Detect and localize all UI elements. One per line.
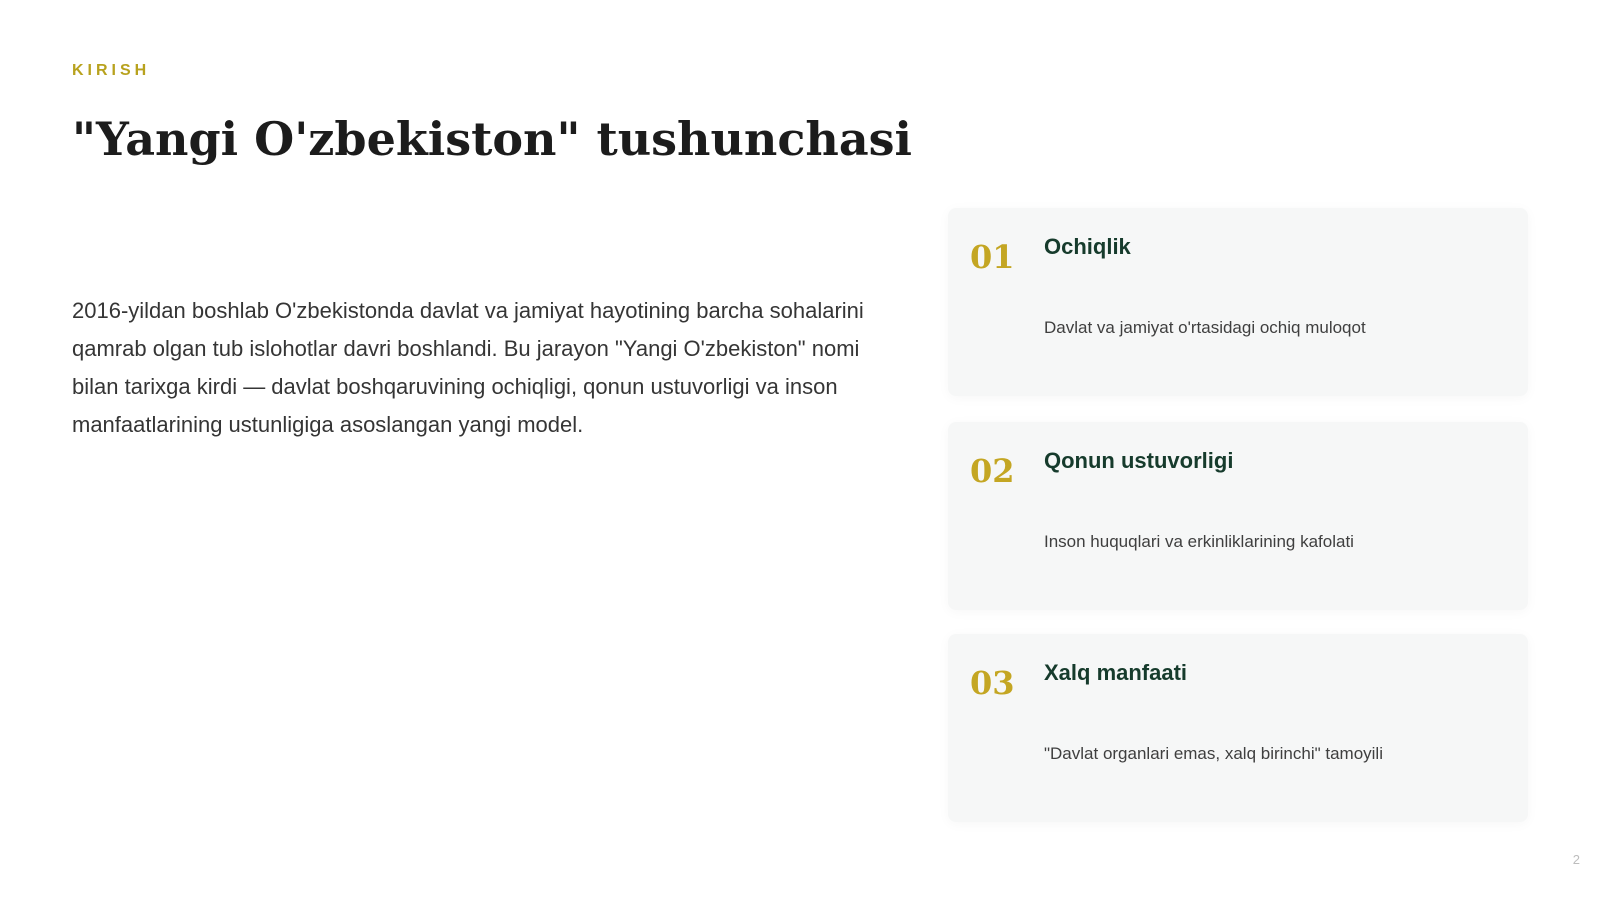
card-number: 02	[970, 452, 1015, 490]
card-number: 03	[970, 664, 1015, 702]
card-description: "Davlat organlari emas, xalq birinchi" tamoyili	[1044, 744, 1383, 763]
page-number: 2	[1572, 852, 1580, 867]
card-description: Inson huquqlari va erkinliklarining kafolati	[1044, 532, 1354, 551]
slide-title: "Yangi O'zbekiston" tushunchasi	[72, 112, 912, 166]
card-title: Xalq manfaati	[1044, 660, 1188, 685]
principle-card-rule-of-law	[948, 422, 1528, 610]
intro-paragraph: 2016-yildan boshlab O'zbekistonda davlat va jamiyat hayotining barcha sohalarini qamrab olgan tub islohotlar davri boshlandi. Bu jarayon "Yangi O'zbekiston" nomi bilan tarixga kirdi — davlat boshqaruvining ochiqligi, qonun ustuvorligi va inson manfaatlarining ustunligiga asoslangan yangi model.	[72, 298, 864, 437]
card-title: Qonun ustuvorligi	[1044, 448, 1234, 473]
card-description: Davlat va jamiyat o'rtasidagi ochiq muloqot	[1044, 318, 1366, 337]
card-title: Ochiqlik	[1044, 234, 1131, 259]
card-number: 01	[970, 238, 1015, 276]
principle-card-openness	[948, 208, 1528, 396]
principle-card-people-interest	[948, 634, 1528, 822]
section-label: KIRISH	[72, 62, 151, 79]
